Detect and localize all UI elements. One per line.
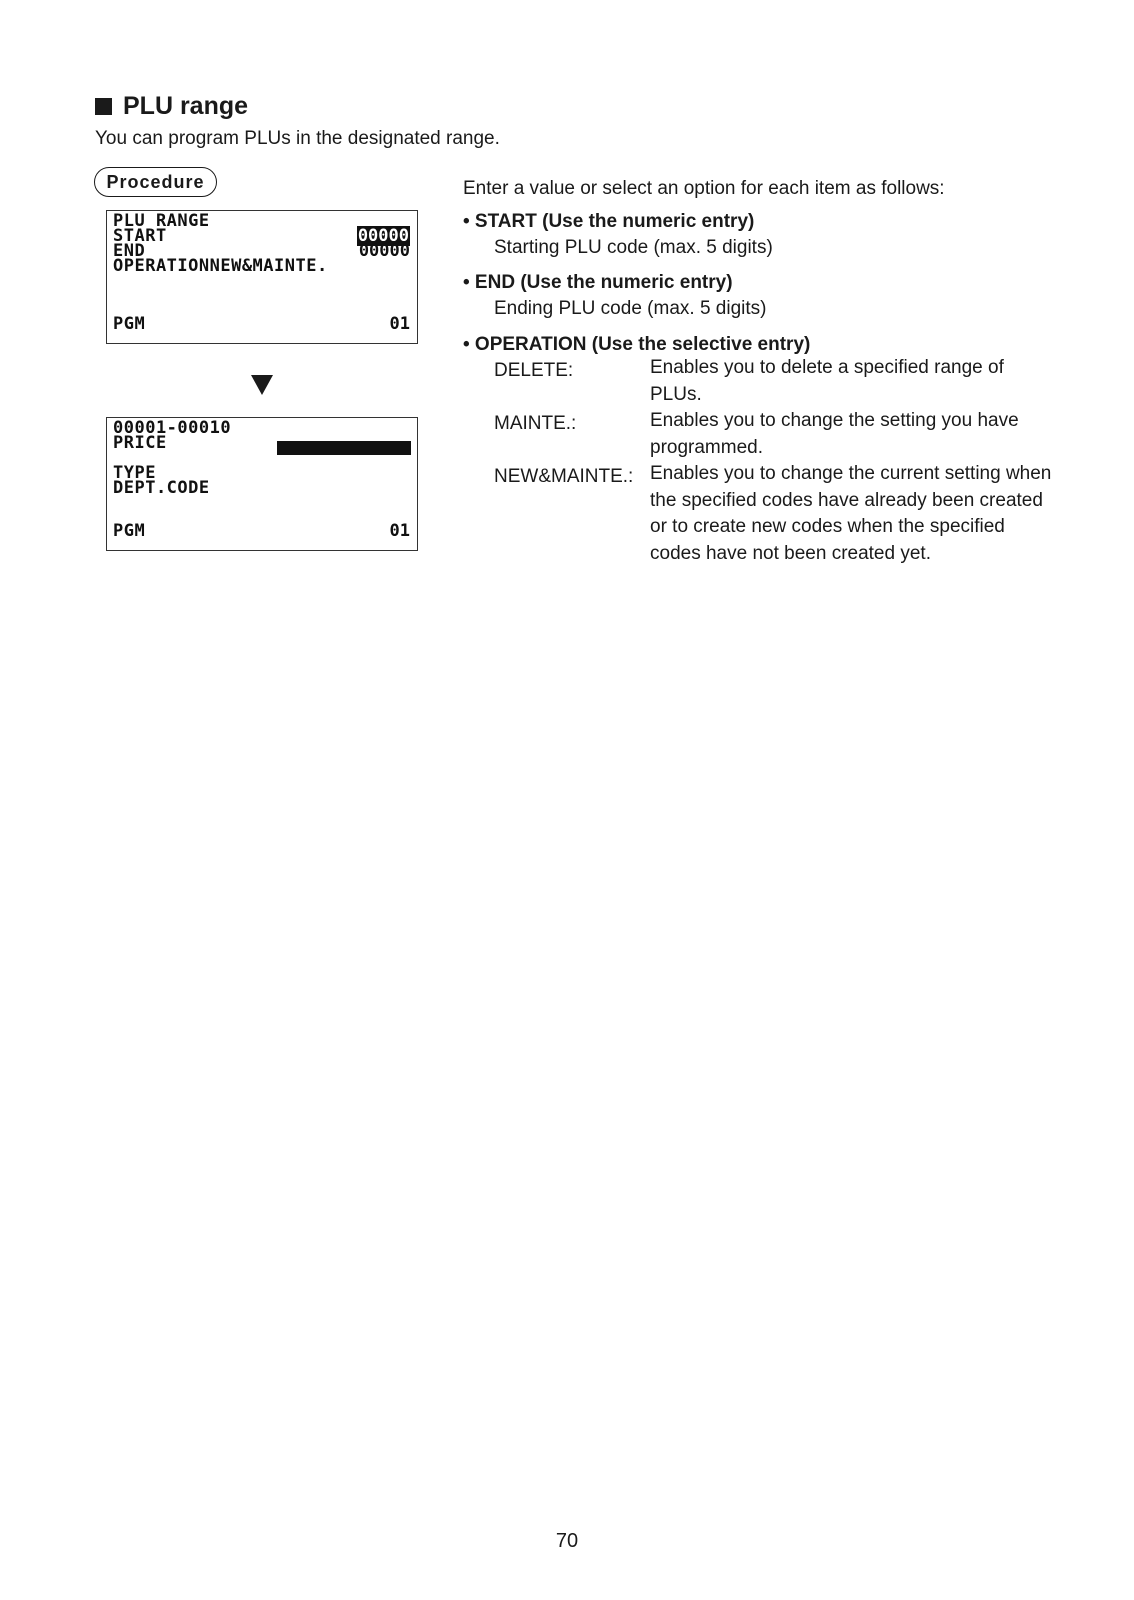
lcd-mode-number: 01 — [389, 314, 410, 334]
end-description: Ending PLU code (max. 5 digits) — [494, 298, 767, 319]
section-heading — [95, 92, 248, 121]
lcd-mode-number: 01 — [389, 521, 410, 541]
lcd-screen-plu-range — [106, 210, 418, 344]
procedure-label: Procedure — [94, 167, 217, 197]
lcd-type-label: TYPE — [113, 463, 156, 483]
lcd-end-label: END — [113, 241, 146, 261]
lcd-start-label: START — [113, 226, 167, 246]
lcd-title: PLU RANGE — [113, 211, 210, 231]
down-arrow-icon — [251, 375, 273, 395]
lcd-screen-plu-setting — [106, 417, 418, 551]
option-description: Enables you to change the current setting when the specified codes have already been created or to create new codes when the specified codes have not been created yet. — [650, 463, 1052, 564]
lcd-operation: OPERATIONNEW&MAINTE. — [113, 256, 328, 276]
option-description: Enables you to change the setting you have programmed. — [650, 410, 1019, 458]
lcd-mode: PGM — [113, 314, 146, 334]
end-heading: • END (Use the numeric entry) — [463, 272, 733, 293]
start-description: Starting PLU code (max. 5 digits) — [494, 237, 773, 258]
lcd-end-value: 00000 — [358, 241, 410, 261]
option-description: Enables you to delete a specified range of PLUs. — [650, 357, 1004, 405]
instructions-intro: Enter a value or select an option for each item as follows: — [463, 178, 945, 199]
option-term: NEW&MAINTE.: — [494, 466, 634, 487]
section-title: PLU range — [123, 92, 249, 120]
option-term: DELETE: — [494, 360, 574, 381]
lcd-price-label: PRICE — [113, 433, 167, 453]
option-term: MAINTE.: — [494, 413, 577, 434]
lcd-range: 00001-00010 — [113, 418, 232, 438]
page-number: 70 — [555, 1530, 579, 1552]
start-heading: • START (Use the numeric entry) — [463, 211, 755, 232]
section-intro: You can program PLUs in the designated range. — [95, 128, 500, 149]
lcd-dept-label: DEPT.CODE — [113, 478, 210, 498]
lcd-start-value: 00000 — [357, 226, 409, 246]
lcd-mode: PGM — [113, 521, 146, 541]
lcd-price-cursor — [277, 441, 411, 455]
square-bullet-icon — [95, 98, 112, 115]
operation-heading: • OPERATION (Use the selective entry) — [463, 334, 811, 355]
